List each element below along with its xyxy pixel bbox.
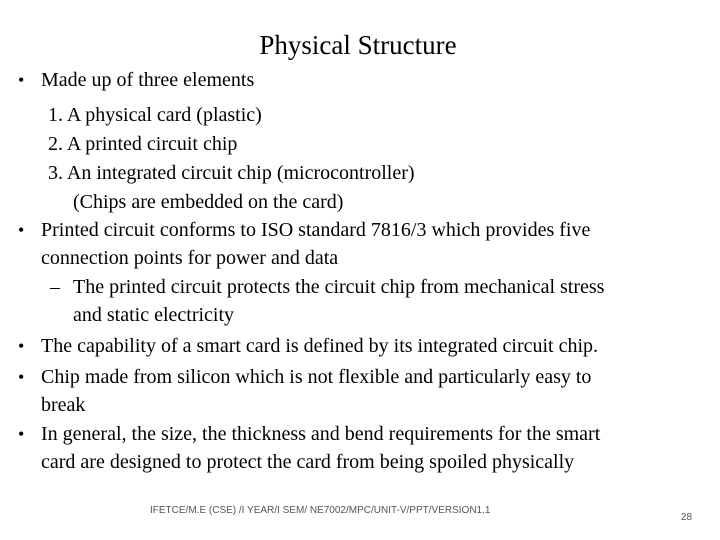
bullet-icon: • [18,336,25,356]
bullet-text: card are designed to protect the card from being spoiled physically [41,451,575,473]
page-number: 28 [681,512,693,523]
list-item: 2. A printed circuit chip [48,133,238,155]
slide-title: Physical Structure [259,30,457,60]
bullet-text: Printed circuit conforms to ISO standard 7816/3 which provides five [41,219,591,241]
bullet-text: connection points for power and data [41,247,339,269]
sub-bullet-text: The printed circuit protects the circuit chip from mechanical stress [73,276,605,298]
slide-footer: IFETCE/M.E (CSE) /I YEAR/I SEM/ NE7002/MPC/UNIT-V/PPT/VERSION1.1 [150,505,491,516]
list-item: 1. A physical card (plastic) [48,104,262,126]
bullet-text: Chip made from silicon which is not flexible and particularly easy to [41,366,592,388]
bullet-icon: • [18,424,25,444]
list-item-note: (Chips are embedded on the card) [73,191,344,213]
bullet-icon: • [18,70,25,90]
bullet-text: The capability of a smart card is defined by its integrated circuit chip. [41,335,599,357]
bullet-icon: • [18,367,25,387]
sub-bullet-text: and static electricity [73,304,235,326]
dash-icon: – [50,276,60,298]
bullet-text: break [41,394,86,416]
bullet-text: In general, the size, the thickness and bend requirements for the smart [41,423,601,445]
list-item: 3. An integrated circuit chip (microcontroller) [48,162,415,184]
bullet-text: Made up of three elements [41,69,255,91]
bullet-icon: • [18,220,25,240]
